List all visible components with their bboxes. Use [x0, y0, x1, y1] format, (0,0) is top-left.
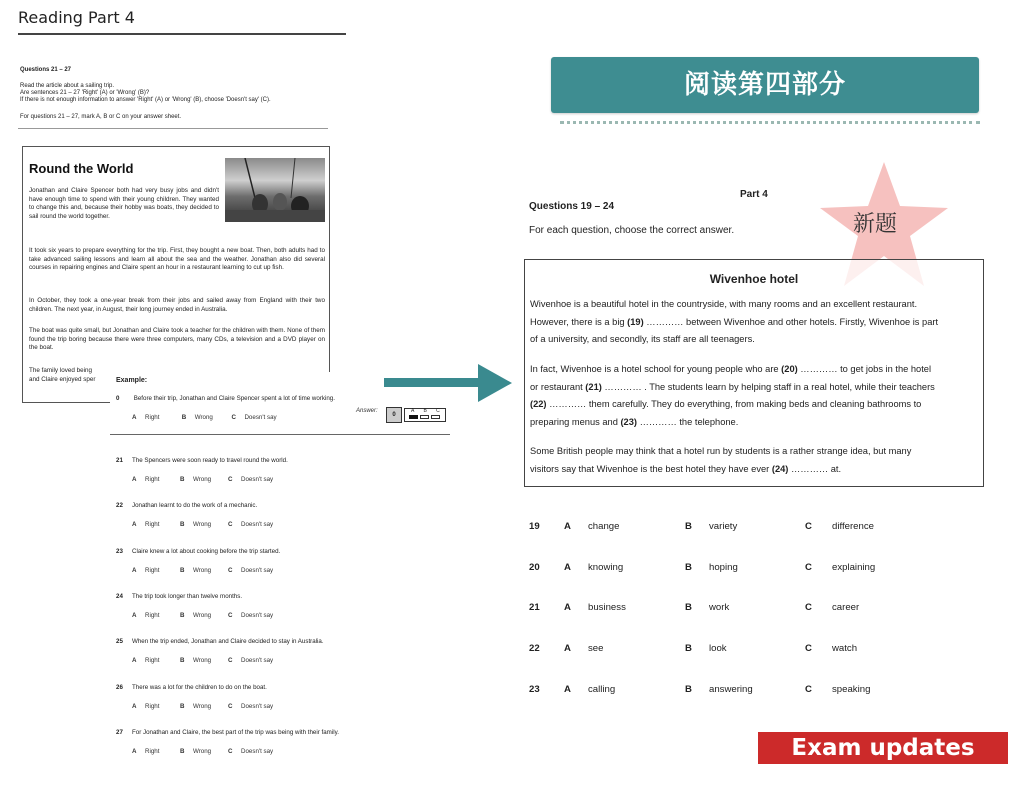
option-b-text: hoping	[709, 562, 738, 573]
option-text: Doesn't say	[241, 567, 274, 574]
option-b-text: work	[709, 602, 730, 613]
article-paragraph-4: The boat was quite small, but Jonathan and Claire took a teacher for the children with them. None of them found the trip boring because there were three computers, many CDs, a television and a DVD player on the boat.	[29, 327, 325, 351]
old-intro-line-2: Are sentences 21 – 27 'Right' (A) or 'Wrong' (B)?	[20, 90, 150, 96]
option-text: Wrong	[193, 612, 212, 619]
answer-label: Answer:	[356, 408, 378, 414]
old-mark-line: For questions 21 – 27, mark A, B or C on your answer sheet.	[20, 114, 182, 120]
option-letter-b: B	[685, 562, 692, 573]
option-row	[529, 643, 979, 657]
option-text: Right	[145, 521, 160, 528]
question-options	[132, 612, 276, 619]
option-letter-a: A	[564, 643, 571, 654]
answer-mark-a	[409, 415, 418, 419]
question-item	[116, 593, 242, 600]
option-number: 22	[529, 643, 540, 654]
option-letter-a: A	[564, 684, 571, 695]
option-text: Doesn't say	[241, 612, 274, 619]
answer-mark-c	[431, 415, 440, 419]
option-text: Wrong	[193, 703, 212, 710]
instruction-text: For each question, choose the correct answer.	[529, 225, 735, 236]
part-label: Part 4	[740, 189, 768, 200]
option-letter: B	[180, 657, 185, 664]
question-item	[116, 684, 267, 691]
question-item	[116, 638, 324, 645]
option-letter: B	[180, 476, 185, 483]
question-number: 23	[116, 548, 123, 555]
answer-number-box: 0	[386, 407, 402, 423]
question-options	[132, 703, 276, 710]
old-divider	[18, 128, 328, 129]
option-text: Doesn't say	[244, 414, 277, 421]
option-letter: C	[228, 657, 233, 664]
example-question	[116, 395, 335, 402]
question-number: 24	[116, 593, 123, 600]
question-text: There was a lot for the children to do on the boat.	[132, 684, 267, 691]
option-a-text: business	[588, 602, 626, 613]
option-letter: A	[132, 521, 137, 528]
article-paragraph-3: In October, they took a one-year break from their jobs and sailed away from England with their two children. The next year, in August, their long journey ended in Australia.	[29, 297, 325, 313]
question-number: 26	[116, 684, 123, 691]
question-options	[132, 657, 276, 664]
option-c-text: career	[832, 602, 860, 613]
question-text: The trip took longer than twelve months.	[132, 593, 243, 600]
arrow-shaft	[384, 378, 480, 387]
article-paragraph-1: Jonathan and Claire Spencer both had very busy jobs and didn't have enough time to spend with their young children. They wanted to change this and, because their hobby was boats, they decided to sail round the world together.	[29, 187, 219, 220]
question-text: Jonathan learnt to do the work of a mechanic.	[132, 502, 258, 509]
option-letter: A	[132, 476, 137, 483]
example-number: 0	[116, 395, 120, 402]
option-text: Doesn't say	[241, 748, 274, 755]
option-letter: A	[132, 703, 137, 710]
hotel-text-line: In fact, Wivenhoe is a hotel school for young people who are (20) ………… to get jobs in the hotel	[530, 364, 932, 374]
option-letter-c: C	[805, 684, 812, 695]
hotel-text-line: (22) ………… them carefully. They do everything, from making beds and cleaning bathrooms to	[530, 399, 922, 409]
option-text: Right	[145, 657, 160, 664]
option-letter: B	[180, 612, 185, 619]
old-intro-line-1: Read the article about a sailing trip.	[20, 83, 115, 89]
option-text: Wrong	[193, 476, 212, 483]
sailing-photo	[225, 158, 325, 222]
example-label: Example:	[116, 377, 148, 384]
banner-title: 阅读第四部分	[683, 70, 846, 100]
question-text: Claire knew a lot about cooking before the trip started.	[132, 548, 281, 555]
option-b-text: look	[709, 643, 727, 654]
option-letter-c: C	[805, 643, 812, 654]
option-row	[529, 684, 979, 698]
option-text: Right	[145, 414, 160, 421]
questions-panel	[110, 372, 452, 768]
example-options	[132, 414, 279, 421]
option-text: Doesn't say	[241, 703, 274, 710]
option-text: Doesn't say	[241, 657, 274, 664]
option-letter: B	[180, 703, 185, 710]
option-letter-a: A	[564, 521, 571, 532]
hotel-text-line: Some British people may think that a hotel run by students is a rather strange idea, but many	[530, 446, 912, 456]
option-c-text: explaining	[832, 562, 876, 573]
option-letter-c: C	[805, 521, 812, 532]
question-number: 21	[116, 457, 123, 464]
option-letter-b: B	[685, 684, 692, 695]
option-c-text: difference	[832, 521, 874, 532]
option-letter: C	[228, 521, 233, 528]
option-text: Wrong	[193, 521, 212, 528]
option-letter: A	[132, 414, 137, 421]
option-text: Wrong	[194, 414, 213, 421]
option-letter: A	[132, 748, 137, 755]
article-paragraph-5: The family loved being	[29, 367, 93, 374]
question-text: The Spencers were soon ready to travel round the world.	[132, 457, 288, 464]
hotel-title: Wivenhoe hotel	[709, 272, 799, 286]
article-box	[22, 146, 330, 403]
option-number: 21	[529, 602, 540, 613]
option-row	[529, 562, 979, 576]
hotel-text-line: preparing menus and (23) ………… the telephone.	[530, 416, 739, 427]
article-title: Round the World	[29, 161, 134, 176]
option-letter: C	[228, 748, 233, 755]
question-text: When the trip ended, Jonathan and Claire decided to stay in Australia.	[132, 638, 324, 645]
option-letter-b: B	[685, 521, 692, 532]
option-text: Right	[145, 476, 160, 483]
dotted-divider	[560, 121, 980, 128]
hotel-text-line: visitors say that Wivenhoe is the best hotel they have ever (24) ………… at.	[530, 463, 842, 474]
section-banner	[551, 57, 979, 113]
option-letter: B	[180, 748, 185, 755]
option-text: Right	[145, 703, 160, 710]
new-question-label: 新题	[853, 212, 898, 237]
question-item	[116, 548, 280, 555]
option-row	[529, 602, 979, 616]
option-text: Right	[145, 567, 160, 574]
option-b-text: answering	[709, 684, 753, 695]
example-divider	[110, 434, 450, 435]
option-text: Right	[145, 612, 160, 619]
old-questions-label: Questions 21 – 27	[20, 67, 72, 73]
question-text: For Jonathan and Claire, the best part of the trip was being with their family.	[132, 729, 339, 736]
old-intro-line-3: If there is not enough information to answer 'Right' (A) or 'Wrong' (B), choose 'Doesn't say' (C).	[20, 97, 271, 103]
option-letter: C	[228, 612, 233, 619]
option-letter: A	[132, 612, 137, 619]
option-text: Wrong	[193, 567, 212, 574]
option-letter: B	[180, 567, 185, 574]
option-letter-c: C	[805, 562, 812, 573]
question-options	[132, 476, 276, 483]
hotel-text-line: of a university, and secondly, its staff are all teenagers.	[530, 334, 755, 344]
question-options	[132, 521, 276, 528]
option-letter: C	[228, 476, 233, 483]
option-text: Right	[145, 748, 160, 755]
title-divider	[18, 33, 346, 35]
option-letter-a: A	[564, 562, 571, 573]
question-item	[116, 502, 257, 509]
option-letter-a: A	[564, 602, 571, 613]
option-text: Wrong	[193, 748, 212, 755]
questions-label: Questions 19 – 24	[529, 201, 615, 212]
option-text: Doesn't say	[241, 476, 274, 483]
question-options	[132, 567, 276, 574]
option-letter-c: C	[805, 602, 812, 613]
option-letter-b: B	[685, 643, 692, 654]
question-number: 27	[116, 729, 123, 736]
question-number: 22	[116, 502, 123, 509]
answer-mark-b	[420, 415, 429, 419]
option-number: 20	[529, 562, 540, 573]
option-letter-b: B	[685, 602, 692, 613]
question-item	[116, 457, 288, 464]
option-c-text: speaking	[832, 684, 871, 695]
question-item	[116, 729, 339, 736]
option-letter: B	[181, 414, 187, 421]
hotel-text-line: However, there is a big (19) ………… between Wivenhoe and other hotels. Firstly, Wivenhoe is part	[530, 316, 939, 327]
option-number: 23	[529, 684, 540, 695]
option-letter: C	[231, 414, 236, 421]
option-text: Wrong	[193, 657, 212, 664]
option-letter: C	[228, 567, 233, 574]
exam-updates-badge: Exam updates 2020	[758, 732, 1008, 764]
question-number: 25	[116, 638, 123, 645]
option-b-text: variety	[709, 521, 738, 532]
hotel-text-line: or restaurant (21) ………… . The students learn by helping staff in a real hotel, while their teachers	[530, 381, 935, 392]
option-a-text: knowing	[588, 562, 624, 573]
hotel-text-line: Wivenhoe is a beautiful hotel in the countryside, with many rooms and an excellent restaurant.	[530, 299, 918, 309]
option-letter: B	[180, 521, 185, 528]
option-a-text: see	[588, 643, 604, 654]
arrow-right-icon	[478, 364, 512, 402]
article-paragraph-6: and Claire enjoyed sper	[29, 376, 96, 383]
option-a-text: change	[588, 521, 620, 532]
option-text: Doesn't say	[241, 521, 274, 528]
option-c-text: watch	[832, 643, 858, 654]
answer-letters: A B C	[411, 408, 444, 414]
question-options	[132, 748, 276, 755]
answer-grid	[404, 408, 446, 422]
slide-title: Reading Part 4	[18, 8, 135, 27]
article-paragraph-2: It took six years to prepare everything for the trip. First, they bought a new boat. Then, both adults had to take advanced sailing lessons and learn all about the sea and the weather. Jonathan also did several courses in repairing engines and Claire spent an hour in a restaurant learning to cut up fish.	[29, 247, 325, 271]
hotel-text-box	[524, 259, 984, 487]
option-letter: A	[132, 657, 137, 664]
option-a-text: calling	[588, 684, 616, 695]
example-sentence: Before their trip, Jonathan and Claire Spencer spent a lot of time working.	[133, 395, 335, 402]
option-row	[529, 521, 979, 535]
option-letter: A	[132, 567, 137, 574]
option-letter: C	[228, 703, 233, 710]
option-number: 19	[529, 521, 540, 532]
